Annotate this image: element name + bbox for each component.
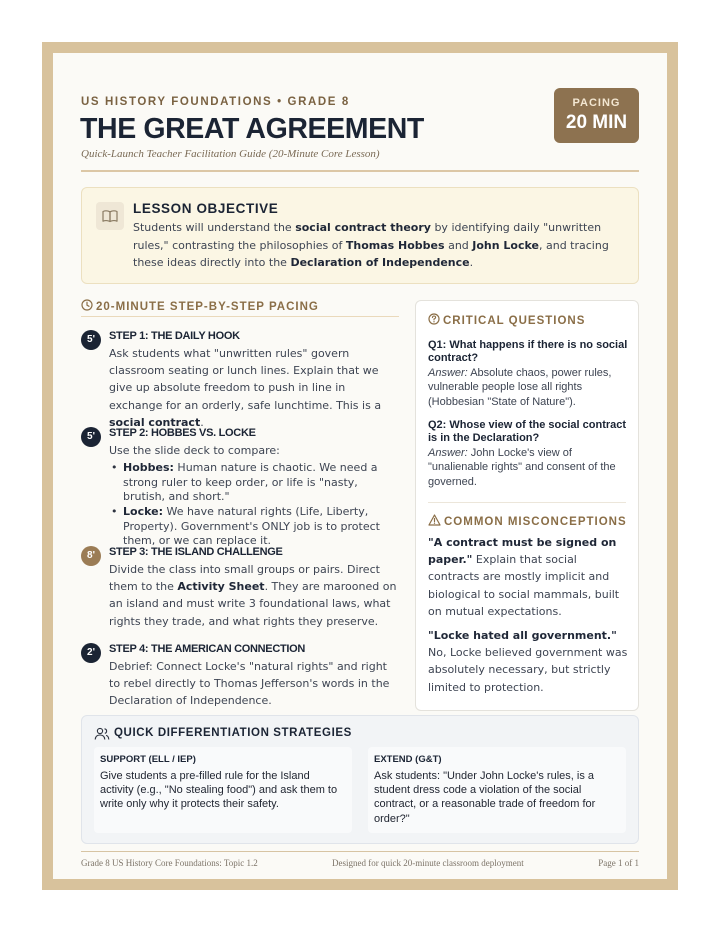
pacing-heading-text: 20-MINUTE STEP-BY-STEP PACING xyxy=(96,301,319,313)
step-2-title: STEP 2: HOBBES VS. LOCKE xyxy=(109,427,256,439)
extend-title: EXTEND (G&T) xyxy=(374,754,442,765)
support-text: Give students a pre-filled rule for the Island activity (e.g., "No stealing food") and ask them to write only why it protects their safety. xyxy=(100,770,338,811)
question-circle-icon xyxy=(428,313,440,325)
step-2-intro: Use the slide deck to compare: xyxy=(109,444,280,457)
step-2-minutes-badge: 5' xyxy=(81,427,101,447)
step-1-minutes-badge: 5' xyxy=(81,330,101,350)
page-title: THE GREAT AGREEMENT xyxy=(80,113,424,145)
misconceptions-heading xyxy=(428,514,627,528)
support-card xyxy=(94,747,352,833)
step-3-title: STEP 3: THE ISLAND CHALLENGE xyxy=(109,546,283,558)
critical-question-1 xyxy=(428,339,628,409)
critical-questions-heading xyxy=(428,313,585,327)
critical-questions-heading-text: CRITICAL QUESTIONS xyxy=(443,315,586,327)
differentiation-heading: QUICK DIFFERENTIATION STRATEGIES xyxy=(114,727,352,739)
extend-card xyxy=(368,747,626,833)
objective-heading: LESSON OBJECTIVE xyxy=(133,201,279,216)
question-answer: Answer: John Locke's view of "unalienable rights" and consent of the governed. xyxy=(428,447,616,488)
header-divider xyxy=(81,170,639,172)
footer-page-number: Page 1 of 1 xyxy=(598,858,639,868)
footer-center: Designed for quick 20-minute classroom deployment xyxy=(332,858,524,868)
step-2-body xyxy=(109,442,401,550)
footer-divider xyxy=(81,851,639,852)
footer-left: Grade 8 US History Core Foundations: Topic 1.2 xyxy=(81,858,258,868)
users-icon xyxy=(94,727,110,741)
pacing-heading xyxy=(81,299,319,313)
critical-question-2 xyxy=(428,419,628,489)
questions-panel xyxy=(415,300,639,711)
pacing-divider xyxy=(81,316,399,317)
step-4-body: Debrief: Connect Locke's "natural rights" and right to rebel directly to Thomas Jefferson's words in the Declaration of Independence. xyxy=(109,660,390,708)
pacing-badge xyxy=(554,88,639,143)
document-page xyxy=(53,53,667,879)
step-2-bullet-list xyxy=(109,461,401,548)
objective-text: Students will understand the social contract theory by identifying daily "unwritten rules," contrasting the philosophies of Thomas Hobbes and John Locke, and tracing these ideas directly into the Declaration of Independence. xyxy=(133,221,609,269)
page-subtitle: Quick-Launch Teacher Facilitation Guide (20-Minute Core Lesson) xyxy=(81,148,380,160)
pacing-badge-label: PACING xyxy=(572,97,621,109)
course-kicker: US HISTORY FOUNDATIONS • GRADE 8 xyxy=(81,96,350,108)
step-4-minutes-badge: 2' xyxy=(81,643,101,663)
clock-icon xyxy=(81,299,93,311)
list-item: • Hobbes: Human nature is chaotic. We need a strong ruler to keep order, or life is "nasty, brutish, and short." xyxy=(109,461,401,504)
step-1-body: Ask students what "unwritten rules" govern classroom seating or lunch lines. Explain that we give up absolute freedom to push in line in exchange for an orderly, safe lunchtime. This is a social contract. xyxy=(109,347,382,429)
list-item: • Locke: We have natural rights (Life, Liberty, Property). Government's ONLY job is to protect them, or we can replace it. xyxy=(109,505,401,548)
step-4-title: STEP 4: THE AMERICAN CONNECTION xyxy=(109,643,306,655)
differentiation-box xyxy=(81,715,639,844)
extend-text: Ask students: "Under John Locke's rules, is a student dress code a violation of the social contract, or a reasonable trade of freedom for order?" xyxy=(374,770,596,825)
page-border xyxy=(42,42,678,890)
question-answer: Answer: Absolute chaos, power rules, vulnerable people lose all rights (Hobbesian "State of Nature"). xyxy=(428,367,612,408)
pacing-badge-value: 20 MIN xyxy=(565,112,628,133)
question-text: Q1: What happens if there is no social contract? xyxy=(428,339,628,364)
lesson-objective-box xyxy=(81,187,639,284)
step-3-minutes-badge: 8' xyxy=(81,546,101,566)
misconceptions-heading-text: COMMON MISCONCEPTIONS xyxy=(444,516,627,528)
step-1-title: STEP 1: THE DAILY HOOK xyxy=(109,330,240,342)
panel-divider xyxy=(428,502,626,503)
misconception-1: "A contract must be signed on paper." Explain that social contracts are mostly implicit and biological to social mammals, built on mutual expectations. xyxy=(428,536,620,618)
support-title: SUPPORT (ELL / IEP) xyxy=(100,754,196,765)
question-text: Q2: Whose view of the social contract is in the Declaration? xyxy=(428,419,627,444)
step-3-body: Divide the class into small groups or pairs. Direct them to the Activity Sheet. They are marooned on an island and must write 3 foundational laws, what rights they trade, and what rights they preserve. xyxy=(109,563,397,628)
misconception-2: "Locke hated all government." No, Locke believed government was absolutely necessary, but strictly limited to protection. xyxy=(428,629,628,694)
book-icon xyxy=(96,202,124,230)
warning-icon xyxy=(428,514,441,526)
